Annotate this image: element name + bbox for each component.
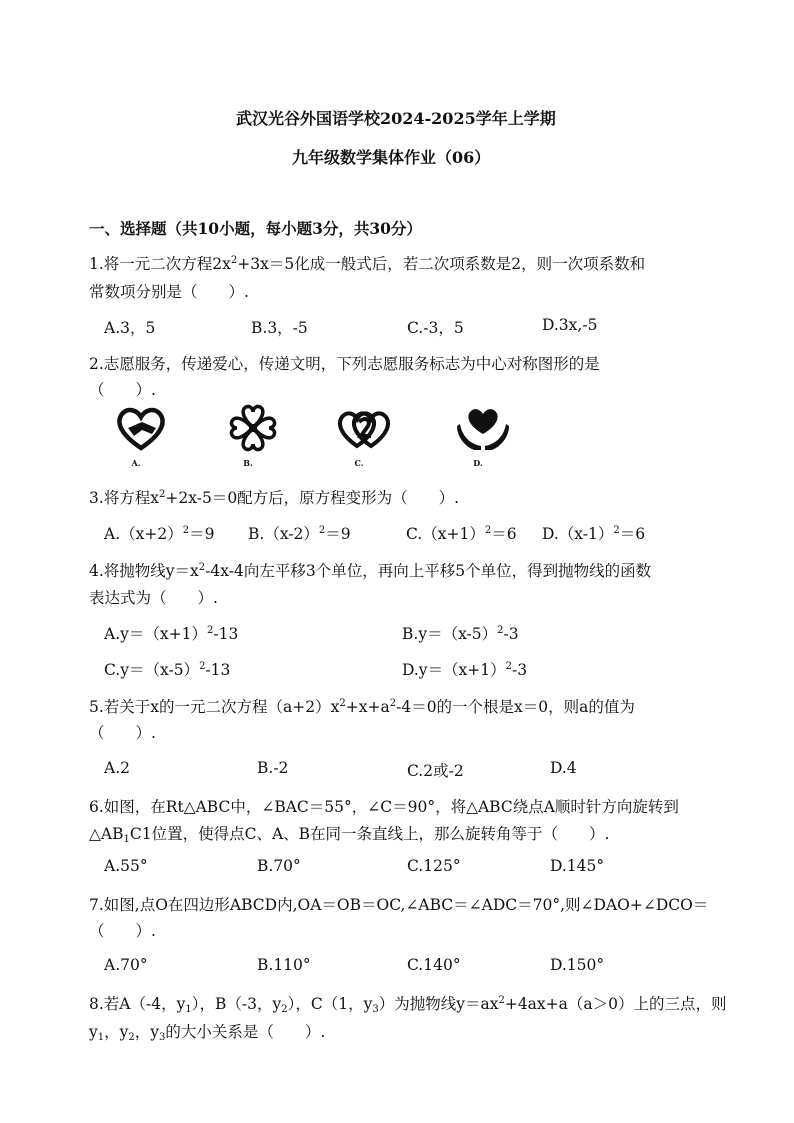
q2-figure-c-label: C.: [354, 458, 364, 468]
q5-line1: 5.若关于x的一元二次方程$(a+2)x^2+x+a^2-4=0$的一个根是x＝0，则a的值为: [89, 698, 635, 716]
school-title: 武汉光谷外国语学校2024-2025学年上学期: [236, 109, 556, 128]
q1-option-a: A.3，5: [104, 319, 156, 337]
q1-option-b: B.3，-5: [251, 319, 308, 337]
q2-figure-d: [448, 402, 518, 468]
clover-hearts-icon: [224, 402, 282, 454]
q1-line1: 1.将一元二次方程$2x^2+3x=5$化成一般式后，若二次项系数是2，则一次项系数和: [89, 255, 646, 273]
q4-option-c: $C.y=(x-5)^2-13$: [104, 661, 231, 679]
q3-line1: 3.将方程$x^2+2x-5=0$配方后，原方程变形为（ ）.: [89, 489, 460, 507]
q7-option-c: C.140°: [407, 956, 461, 974]
q5-option-d: D.4: [550, 759, 577, 777]
q6-option-d: D.145°: [550, 857, 605, 875]
q4-option-b: $B.y=(x-5)^2-3$: [402, 625, 519, 643]
q6-line2: $\triangle AB_1C1$位置，使得点C、A、B在同一条直线上，那么旋转角等于（ ）.: [89, 825, 610, 845]
q7-option-a: A.70°: [104, 956, 148, 974]
worksheet-subtitle: 九年级数学集体作业（06）: [292, 148, 491, 167]
q6-option-c: C.125°: [407, 857, 461, 875]
q6-option-b: B.70°: [257, 857, 301, 875]
q3-option-c: $C.(x+1)^2=6$: [406, 525, 517, 543]
heart-hand-icon: [112, 402, 170, 454]
q2-figure-b-label: B.: [243, 458, 253, 468]
q2-figure-a-label: A.: [131, 458, 141, 468]
q2-figure-a: [106, 402, 176, 468]
q7-option-b: B.110°: [257, 956, 311, 974]
q8-line1: 8.若A（-4，$y_1$），B（-3，$y_2$），C（1，$y_3$）为抛物线$y=ax^2+4ax+a(a>0)$上的三点，则: [89, 995, 727, 1015]
q4-line2: 表达式为（ ）.: [89, 589, 218, 607]
q5-option-c: C.2或-2: [407, 762, 464, 780]
q5-line2: （ ）.: [89, 724, 156, 742]
q3-option-a: $A.(x+2)^2=9$: [104, 525, 215, 543]
q8-line2: $y_1$，$y_2$，$y_3$的大小关系是（ ）.: [89, 1023, 326, 1043]
q3-option-d: $D.(x-1)^2=6$: [542, 525, 646, 543]
q4-option-d: $D.y=(x+1)^2-3$: [402, 661, 528, 679]
q7-option-d: D.150°: [550, 956, 605, 974]
twin-hearts-icon: [335, 402, 393, 454]
q2-figure-d-label: D.: [473, 458, 483, 468]
q4-option-a: $A.y=(x+1)^2-13$: [104, 625, 239, 643]
q7-line2: （ ）.: [89, 922, 156, 940]
q4-line1: 4.将抛物线$y=x^2-4x-4$向左平移3个单位，再向上平移5个单位，得到抛物线的函数: [89, 562, 652, 580]
q7-line1: 7.如图,点O在四边形ABCD内,OA＝OB＝OC,∠ABC＝∠ADC＝70°,则∠DAO+∠DCO＝: [89, 896, 709, 914]
q5-option-a: A.2: [104, 759, 130, 777]
hands-heart-icon: [454, 402, 512, 454]
q2-figure-c: [329, 402, 399, 468]
q1-option-d: D.3x,-5: [542, 316, 598, 334]
q2-line1: 2.志愿服务，传递爱心，传递文明，下列志愿服务标志为中心对称图形的是: [89, 355, 600, 373]
q6-option-a: A.55°: [104, 857, 148, 875]
q6-line1: 6.如图，在Rt△ABC中，∠BAC＝55°，∠C＝90°，将△ABC绕点A顺时针方向旋转到: [89, 798, 679, 816]
q1-line2: 常数项分别是（ ）.: [89, 283, 249, 301]
q2-figure-b: [218, 402, 288, 468]
q5-option-b: B.-2: [257, 759, 289, 777]
section-heading: 一、选择题（共10小题，每小题3分，共30分）: [89, 219, 422, 238]
q1-option-c: C.-3，5: [407, 319, 464, 337]
q3-option-b: $B.(x-2)^2=9$: [248, 525, 351, 543]
q2-line2: （ ）.: [89, 381, 156, 399]
